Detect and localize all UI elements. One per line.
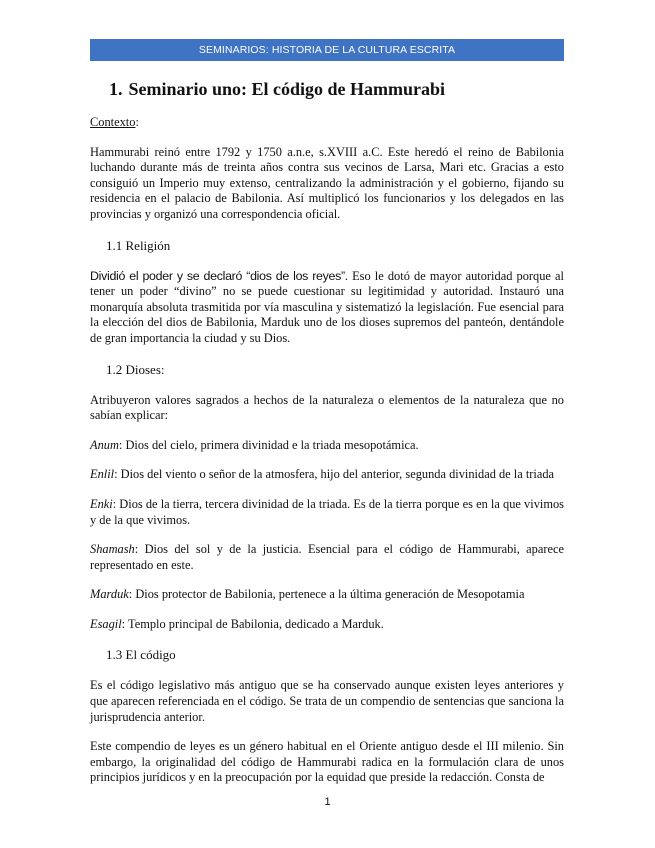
god-entry-esagil [90, 617, 564, 633]
heading-religion: 1.1 Religión [106, 237, 171, 253]
religion-lead: Dividió el poder y se declaró “dios de los reyes” [90, 268, 345, 283]
god-entry-marduk [90, 587, 564, 603]
religion-paragraph [90, 269, 564, 347]
heading-dioses: 1.2 Dioses: [106, 361, 165, 377]
religion-text: . Eso le dotó de mayor autoridad porque al tener un poder “divino” no se puede cuestionar su legitimidad y autoridad. Instauró una monarquía absoluta trasmitida por vía masculina y sistematizó la legislación. Fue esencial para la elección del dios de Babilonia, Marduk uno de los dioses supremos del panteón, dentándole de gran importancia la ciudad y su Dios. [90, 268, 564, 345]
running-header-title: SEMINARIOS: HISTORIA DE LA CULTURA ESCRITA [198, 44, 456, 56]
codigo-paragraph-2: Este compendio de leyes es un género habitual en el Oriente antiguo desde el III milenio. Sin embargo, la originalidad del código de Hammurabi radica en la formulación clara de unos principios jurídicos y en la preocupación por la equidad que preside la redacción. Consta de [90, 739, 564, 785]
god-desc: : Dios del sol y de la justicia. Esencial para el código de Hammurabi, aparece representado en este. [90, 542, 564, 572]
contexto-label-text: Contexto [90, 115, 136, 129]
god-entry-enlil [90, 467, 564, 483]
contexto-paragraph: Hammurabi reinó entre 1792 y 1750 a.n.e, s.XVIII a.C. Este heredó el reino de Babilonia luchando durante más de treinta años contra sus vecinos de Larsa, Mari etc. Gracias a esto consiguió un Imperio muy extenso, centralizando la administración y el gobierno, fijando su residencia en el palacio de Babilonia. Así multiplicó los funcionarios y los delegados en las provincias y organizó una correspondencia oficial. [90, 144, 564, 221]
god-desc: : Dios protector de Babilonia, pertenece a la última generación de Mesopotamia [128, 587, 525, 602]
god-desc: : Dios del cielo, primera divinidad e la triada mesopotámica. [118, 437, 419, 452]
page-content [90, 76, 564, 786]
god-term: Esagil [90, 616, 122, 631]
god-term: Enlil [90, 467, 115, 482]
heading-codigo: 1.3 El código [106, 647, 176, 663]
running-header [90, 39, 564, 61]
god-desc: : Templo principal de Babilonia, dedicado a Marduk. [121, 616, 384, 631]
section-number: 1. [109, 79, 123, 99]
god-term: Enki [90, 496, 113, 511]
page-number: 1 [324, 796, 331, 808]
dioses-intro: Atribuyeron valores sagrados a hechos de la naturaleza o elementos de la naturaleza que no sabían explicar: [90, 392, 564, 423]
god-term: Anum [90, 437, 119, 452]
codigo-paragraph-1: Es el código legislativo más antiguo que se ha conservado aunque existen leyes anteriores y que aparecen referenciada en el código. Se trata de un compendio de sentencias que sanciona la jurisprudencia anterior. [90, 678, 564, 724]
god-term: Marduk [90, 587, 129, 602]
section-title-text: Seminario uno: El código de Hammurabi [128, 79, 446, 99]
god-entry-enki [90, 497, 564, 528]
contexto-label [90, 115, 564, 131]
contexto-colon: : [135, 115, 139, 129]
god-entry-anum [90, 438, 564, 454]
god-term: Shamash [90, 542, 135, 557]
section-title [109, 76, 564, 102]
god-desc: : Dios del viento o señor de la atmosfera, hijo del anterior, segunda divinidad de la triada [114, 467, 555, 482]
god-entry-shamash [90, 542, 564, 573]
god-desc: : Dios de la tierra, tercera divinidad de la triada. Es de la tierra porque es en la que vivimos y de la que vivimos. [90, 496, 564, 527]
